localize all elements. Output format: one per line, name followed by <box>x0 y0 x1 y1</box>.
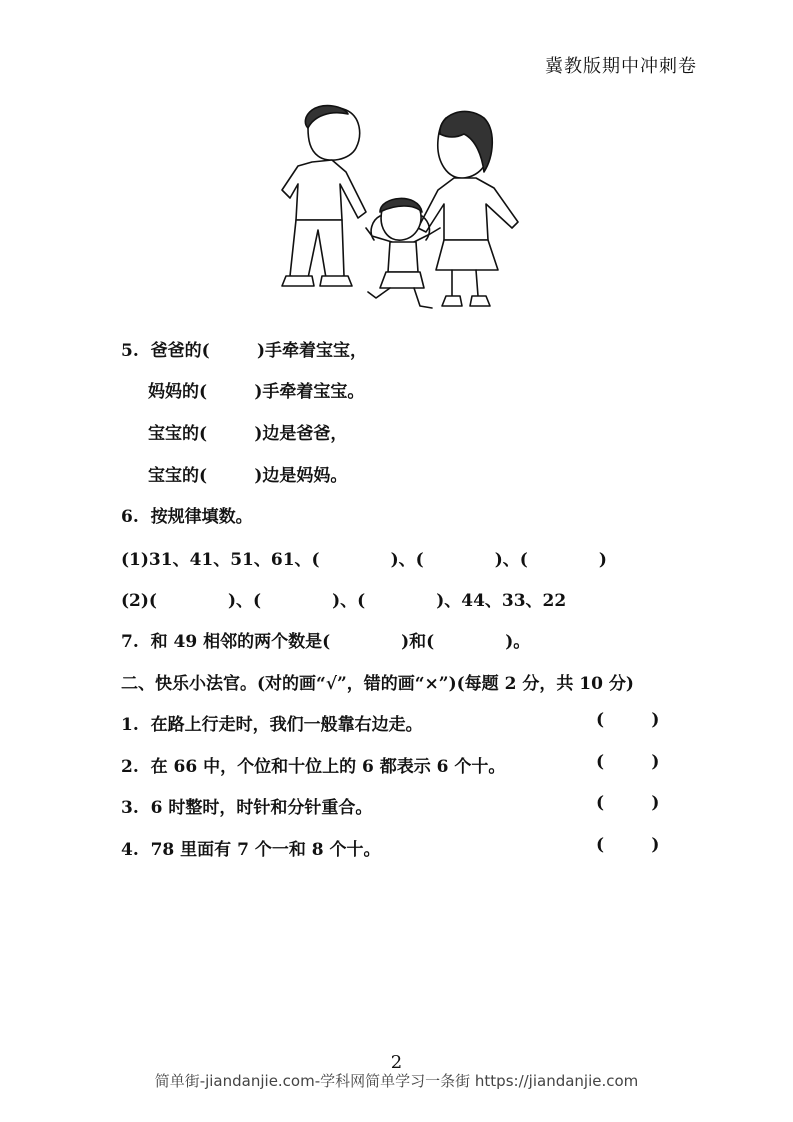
page-number: 2 <box>390 1052 403 1073</box>
judge-item-3: 3. 6 时整时，时针和分针重合。 <box>121 798 373 818</box>
question-6-title: 6. 按规律填数。 <box>121 507 253 527</box>
judge-answer-3[interactable]: ( ) <box>596 793 660 813</box>
judge-answer-4[interactable]: ( ) <box>596 835 660 855</box>
question-6-part-2: (2)( )、( )、( )、44、33、22 <box>121 591 567 611</box>
judge-answer-1[interactable]: ( ) <box>596 710 660 730</box>
question-5-line-1: 5. 爸爸的( )手牵着宝宝， <box>121 341 368 361</box>
judge-answer-2[interactable]: ( ) <box>596 752 660 772</box>
question-5-line-3: 宝宝的( )边是爸爸， <box>148 424 348 444</box>
question-6-part-1: (1)31、41、51、61、( )、( )、( ) <box>121 550 607 570</box>
judge-item-1: 1. 在路上行走时，我们一般靠右边走。 <box>121 715 423 735</box>
header-title: 冀教版期中冲刺卷 <box>545 56 697 77</box>
judge-item-2: 2. 在 66 中，个位和十位上的 6 都表示 6 个十。 <box>121 757 506 777</box>
question-5-line-2: 妈妈的( )手牵着宝宝。 <box>148 382 365 402</box>
footer-watermark: 简单街-jiandanjie.com-学科网简单学习一条街 https://jiandanjie.com <box>154 1072 639 1090</box>
section-2-title: 二、快乐小法官。(对的画“√”，错的画“×”)(每题 2 分，共 10 分) <box>121 674 634 694</box>
question-7: 7. 和 49 相邻的两个数是( )和( )。 <box>121 632 531 652</box>
judge-item-4: 4. 78 里面有 7 个一和 8 个十。 <box>121 840 381 860</box>
question-5-line-4: 宝宝的( )边是妈妈。 <box>148 466 348 486</box>
family-illustration-icon <box>268 100 528 322</box>
